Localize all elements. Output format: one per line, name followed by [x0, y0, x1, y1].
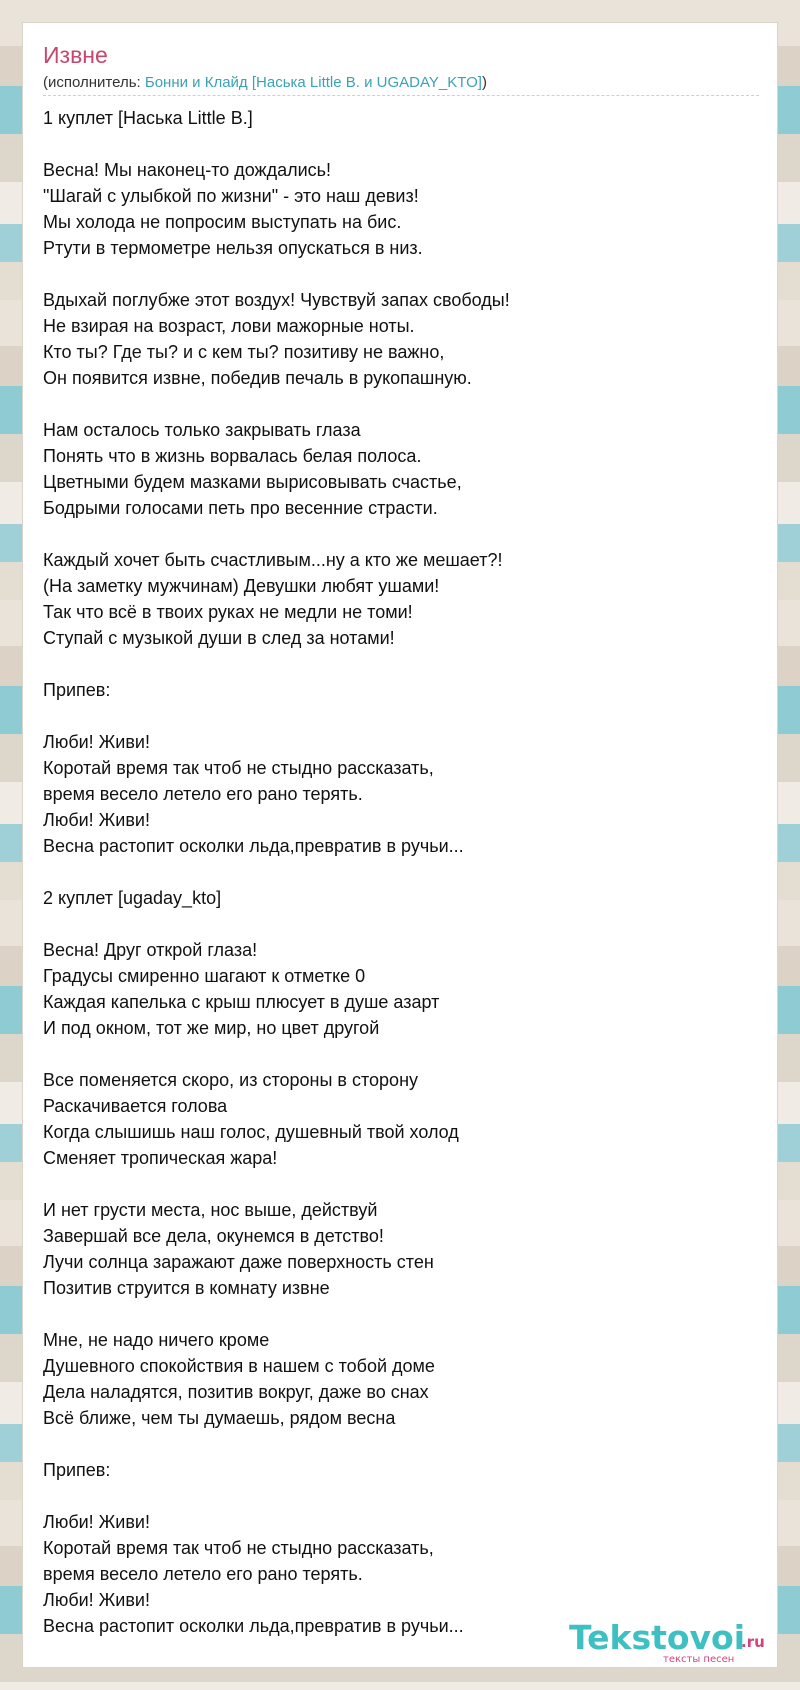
title-divider: [43, 95, 759, 96]
song-title: Извне: [43, 42, 108, 68]
artist-suffix: ): [481, 74, 487, 91]
artist-line: [43, 73, 487, 93]
logo-tagline: тексты песен: [663, 1654, 735, 1665]
logo-tld: .ru: [741, 1633, 765, 1651]
artist-link[interactable]: Бонни и Клайд [Наська Little B. и UGADAY_KTO]: [144, 74, 482, 91]
lyrics-card: [22, 22, 778, 1668]
logo-name: Tekstovoi: [569, 1618, 746, 1657]
artist-prefix: (исполнитель:: [43, 74, 145, 91]
site-logo: [569, 1620, 789, 1664]
lyrics-text: 1 куплет [Наська Little B.] Весна! Мы наконец-то дождались! "Шагай с улыбкой по жизни" - это наш девиз! Мы холода не попросим выступать на бис. Ртути в термометре нельзя опускаться в низ. Вдыхай поглубже этот воздух! Чувствуй запах свободы! Не взирая на возраст, лови мажорные ноты. Кто ты? Где ты? и с кем ты? позитиву не важно, Он появится извне, победив печаль в рукопашную. Нам осталось только закрывать глаза Понять что в жизнь ворвалась белая полоса. Цветными будем мазками вырисовывать счастье, Бодрыми голосами петь про весенние страсти. Каждый хочет быть счастливым...ну а кто же мешает?! (На заметку мужчинам) Девушки любят ушами! Так что всё в твоих руках не медли не томи! Ступай с музыкой души в след за нотами! Припев: Люби! Живи! Коротай время так чтоб не стыдно рассказать, время весело летело его рано терять. Люби! Живи! Весна растопит осколки льда,превратив в ручьи... 2 куплет [ugaday_kto] Весна! Друг открой глаза! Градусы смиренно шагают к отметке 0 Каждая капелька с крыш плюсует в душе азарт И под окном, тот же мир, но цвет другой Все поменяется скоро, из стороны в сторону Раскачивается голова Когда слышишь наш голос, душевный твой холод Сменяет тропическая жара! И нет грусти места, нос выше, действуй Завершай все дела, окунемся в детство! Лучи солнца заражают даже поверхность стен Позитив струится в комнату извне Мне, не надо ничего кроме Душевного спокойствия в нашем с тобой доме Дела наладятся, позитив вокруг, даже во снах Всё ближе, чем ты думаешь, рядом весна Припев: Люби! Живи! Коротай время так чтоб не стыдно рассказать, время весело летело его рано терять. Люби! Живи! Весна растопит осколки льда,превратив в ручьи...: [43, 108, 510, 1636]
